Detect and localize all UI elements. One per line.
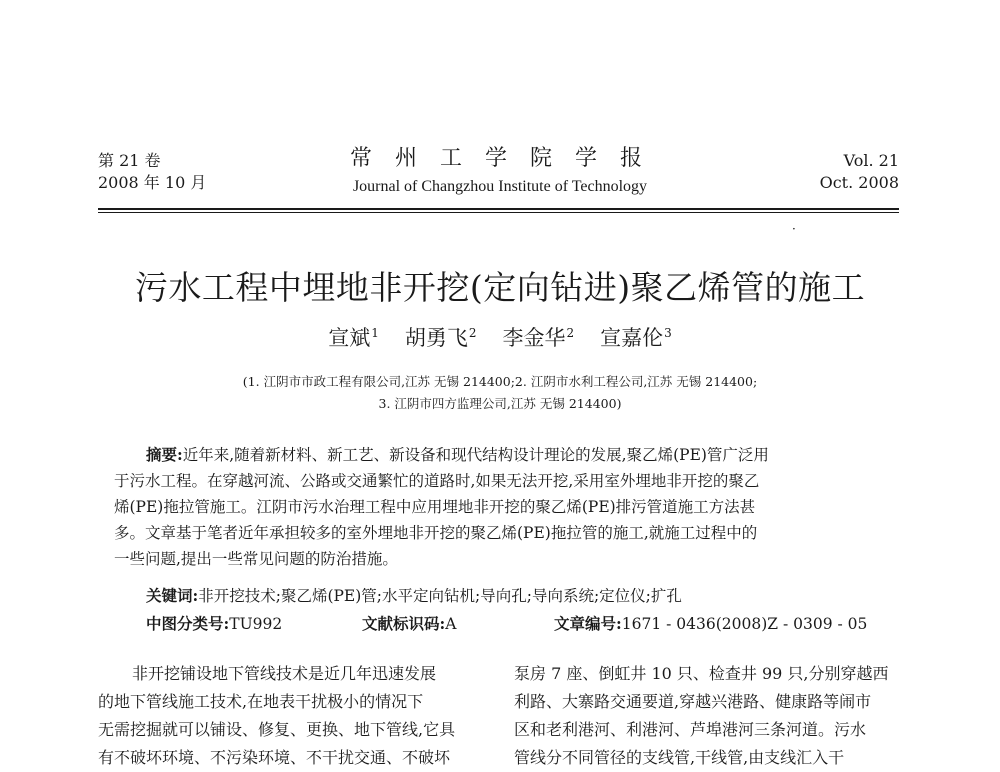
body-line: 区和老利港河、利港河、芦埠港河三条河道。污水 — [514, 720, 867, 739]
date-en: Oct. 2008 — [819, 173, 899, 192]
abstract-line: 一些问题,提出一些常见问题的防治措施。 — [114, 550, 398, 568]
abstract-line: 烯(PE)拖拉管施工。江阴市污水治理工程中应用埋地非开挖的聚乙烯(PE)排污管道施工方法甚 — [114, 498, 756, 516]
header-right — [820, 150, 899, 194]
clc-label: 中图分类号: — [146, 614, 230, 633]
stray-mark: · — [792, 222, 796, 236]
body-line: 管线分不同管径的支线管,干线管,由支线汇入干 — [514, 748, 845, 767]
author-affil-mark: 1 — [371, 326, 379, 340]
keywords — [146, 584, 682, 606]
journal-title-cn: 常 州 工 学 院 学 报 — [350, 146, 650, 171]
abstract-line: 于污水工程。在穿越河流、公路或交通繁忙的道路时,如果无法开挖,采用室外埋地非开挖的聚乙 — [114, 472, 760, 490]
doc-code-label: 文献标识码: — [362, 614, 446, 633]
header-rule-thin — [98, 212, 899, 213]
body-line: 利路、大寨路交通要道,穿越兴港路、健康路等闹市 — [514, 692, 872, 711]
volume-cn: 第 21 卷 — [98, 151, 161, 170]
volume-en: Vol. 21 — [843, 151, 899, 170]
body-line: 非开挖铺设地下管线技术是近几年迅速发展 — [132, 664, 437, 683]
body-line: 有不破坏环境、不污染环境、不干扰交通、不破坏 — [98, 748, 451, 767]
author-name: 李金华 — [502, 326, 566, 350]
author-list — [0, 322, 1000, 352]
body-line: 的地下管线施工技术,在地表干扰极小的情况下 — [98, 692, 424, 711]
abstract-label: 摘要: — [146, 445, 183, 464]
body-line: 无需挖掘就可以铺设、修复、更换、地下管线,它具 — [98, 720, 456, 739]
affiliation-line-2: 3. 江阴市四方监理公司,江苏 无锡 214400) — [378, 396, 622, 411]
keywords-label: 关键词: — [146, 586, 199, 605]
clc-value: TU992 — [229, 615, 283, 633]
article-no-value: 1671 - 0436(2008)Z - 0309 - 05 — [621, 615, 868, 633]
affiliation-line-1: (1. 江阴市市政工程有限公司,江苏 无锡 214400;2. 江阴市水利工程公司,江苏 无锡 214400; — [242, 374, 758, 389]
article-title: 污水工程中埋地非开挖(定向钻进)聚乙烯管的施工 — [134, 268, 866, 307]
keywords-text: 非开挖技术;聚乙烯(PE)管;水平定向钻机;导向孔;导向系统;定位仪;扩孔 — [198, 587, 682, 605]
abstract-line: 摘要:近年来,随着新材料、新工艺、新设备和现代结构设计理论的发展,聚乙烯(PE)管广泛用 — [146, 445, 769, 464]
date-cn: 2008 年 10 月 — [98, 173, 207, 192]
body-column-left — [98, 660, 486, 772]
author-affil-mark: 2 — [468, 326, 477, 340]
author-name: 胡勇飞 — [404, 326, 468, 350]
journal-title-en: Journal of Changzhou Institute of Technology — [352, 178, 648, 195]
author-affil-mark: 2 — [566, 326, 575, 340]
author-affil-mark: 3 — [664, 326, 672, 340]
body-column-right — [514, 660, 902, 772]
doc-code-value: A — [445, 615, 457, 633]
author-name: 宣斌 — [328, 326, 371, 350]
body-line: 泵房 7 座、倒虹井 10 只、检查井 99 只,分别穿越西 — [514, 664, 889, 683]
article-no-label: 文章编号: — [554, 614, 622, 633]
abstract-line: 多。文章基于笔者近年承担较多的室外埋地非开挖的聚乙烯(PE)拖拉管的施工,就施工过程中的 — [114, 524, 758, 542]
header-rule-thick — [98, 208, 899, 210]
abstract — [114, 442, 890, 572]
author-name: 宣嘉伦 — [600, 326, 664, 350]
